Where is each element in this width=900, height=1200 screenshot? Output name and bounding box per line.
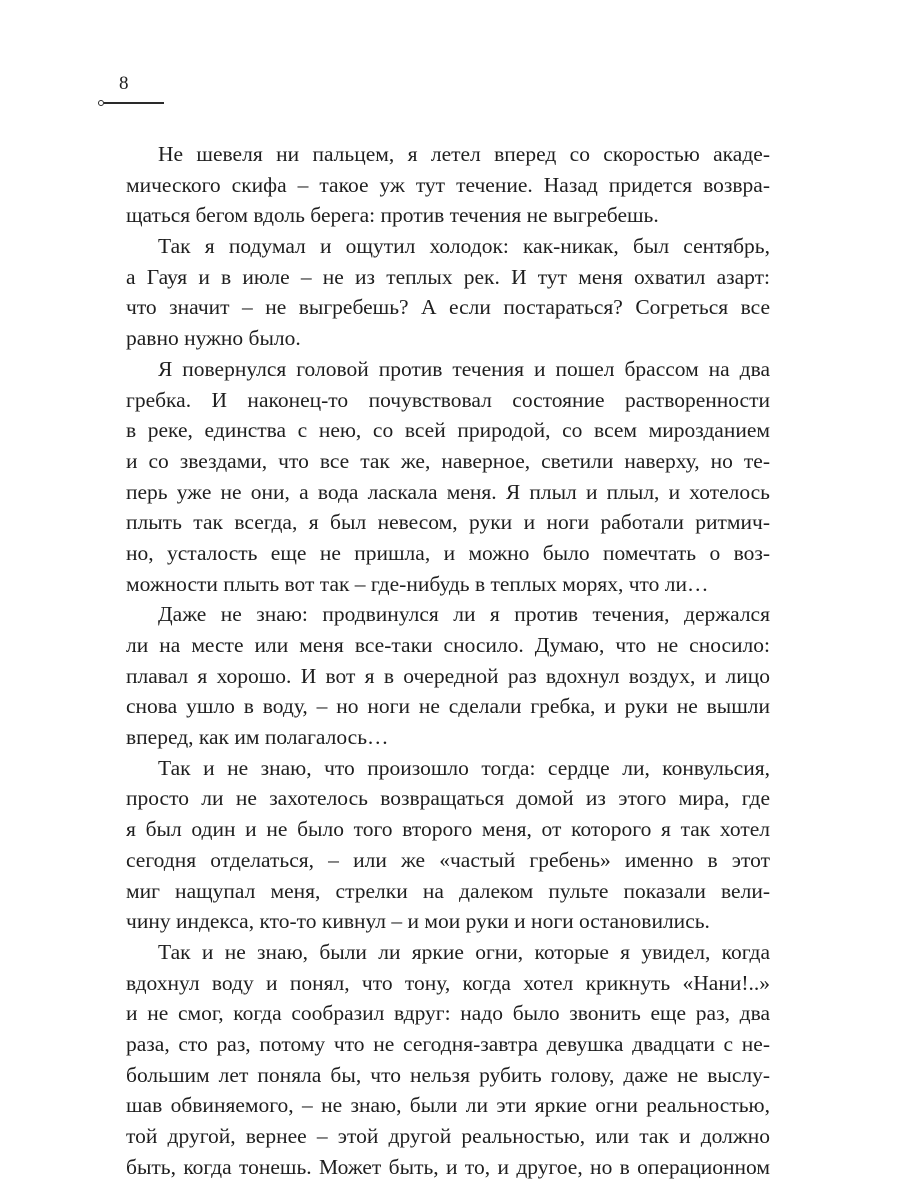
text-line: мического скифа – такое уж тут течение. Назад придется возвра-	[126, 172, 770, 197]
text-line: равно нужно было.	[126, 326, 301, 351]
body-text	[126, 139, 770, 1182]
text-line: щаться бегом вдоль берега: против течения не выгребешь.	[126, 203, 659, 228]
text-line: миг нащупал меня, стрелки на далеком пульте показали вели-	[126, 878, 770, 903]
text-line: раза, сто раз, потому что не сегодня-завтра девушка двадцати с не-	[126, 1031, 770, 1056]
text-line: можности плыть вот так – где-нибудь в теплых морях, что ли…	[126, 571, 709, 596]
text-line: плавал я хорошо. И вот я в очередной раз вдохнул воздух, и лицо	[126, 663, 770, 688]
text-line: Так и не знаю, были ли яркие огни, которые я увидел, когда	[158, 939, 770, 964]
header-rule	[98, 100, 164, 106]
text-line: той другой, вернее – этой другой реальностью, или так и должно	[126, 1124, 770, 1148]
text-line: Даже не знаю: продвинулся ли я против течения, держался	[158, 602, 770, 627]
text-line: вперед, как им полагалось…	[126, 725, 389, 750]
text-line: вдохнул воду и понял, что тону, когда хотел крикнуть «Нани!..»	[126, 970, 770, 995]
page-number: 8	[119, 73, 129, 94]
text-line: я был один и не было того второго меня, от которого я так хотел	[126, 817, 770, 842]
text-line: плыть так всегда, я был невесом, руки и ноги работали ритмич-	[126, 510, 770, 535]
text-line: гребка. И наконец-то почувствовал состояние растворенности	[126, 387, 770, 412]
text-line: сегодня отделаться, – или же «частый гребень» именно в этот	[126, 847, 770, 872]
text-line: что значит – не выгребешь? А если постараться? Согреться все	[126, 295, 770, 320]
text-line: перь уже не они, а вода ласкала меня. Я плыл и плыл, и хотелось	[126, 479, 770, 504]
text-line: снова ушло в воду, – но ноги не сделали гребка, и руки не вышли	[126, 694, 770, 719]
text-line: Так и не знаю, что произошло тогда: сердце ли, конвульсия,	[158, 755, 770, 780]
text-line: шав обвиняемого, – не знаю, были ли эти яркие огни реальностью,	[126, 1093, 770, 1118]
text-line: Не шевеля ни пальцем, я летел вперед со скоростью акаде-	[158, 142, 770, 166]
text-line: большим лет поняла бы, что нельзя рубить голову, даже не выслу-	[126, 1062, 770, 1087]
text-line: Так я подумал и ощутил холодок: как-никак, был сентябрь,	[158, 234, 770, 259]
text-line: просто ли не захотелось возвращаться домой из этого мира, где	[126, 786, 770, 811]
text-line: ли на месте или меня все-таки сносило. Думаю, что не сносило:	[126, 633, 770, 657]
text-line: и не смог, когда сообразил вдруг: надо было звонить еще раз, два	[126, 1001, 770, 1026]
text-line: а Гауя и в июле – не из теплых рек. И тут меня охватил азарт:	[126, 264, 770, 289]
text-line: но, усталость еще не пришла, и можно было помечтать о воз-	[126, 540, 770, 565]
header-rule-line	[104, 102, 164, 104]
text-line: быть, когда тонешь. Может быть, и то, и другое, но в операционном	[126, 1154, 770, 1179]
text-line: и со звездами, что все так же, наверное, светили наверху, но те-	[126, 448, 770, 473]
text-line: чину индекса, кто-то кивнул – и мои руки и ноги остановились.	[126, 909, 710, 934]
text-line: Я повернулся головой против течения и пошел брассом на два	[158, 356, 770, 381]
text-line: в реке, единства с нею, со всей природой, со всем мирозданием	[126, 418, 770, 443]
